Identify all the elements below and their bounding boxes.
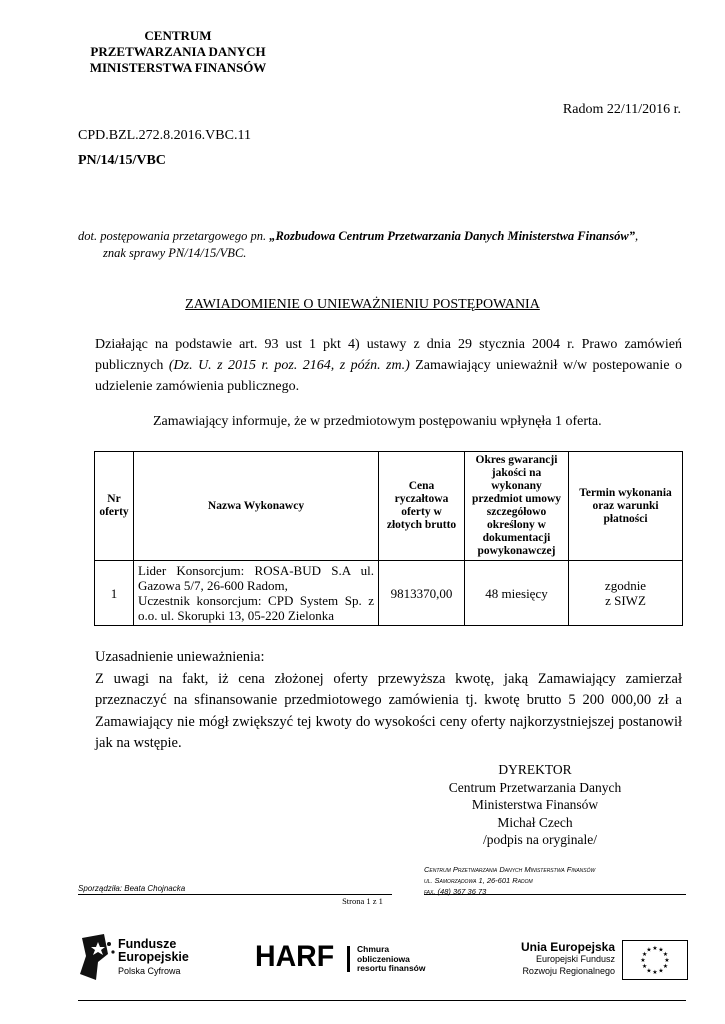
table-header-row xyxy=(95,452,683,561)
paragraph-citation: (Dz. U. z 2015 r. poz. 2164, z późn. zm.) xyxy=(168,358,410,373)
cell-name xyxy=(134,561,379,626)
signature-org-2: Ministerstwa Finansów xyxy=(471,797,599,812)
cell-name-line-2: Uczestnik konsorcjum: CPD System Sp. z o.o. ul. Skorupki 13, 05-220 Zielonka xyxy=(138,593,374,623)
eu-star-icon: ★ xyxy=(664,958,670,964)
ue-text xyxy=(500,941,615,977)
eu-star-icon: ★ xyxy=(641,952,648,958)
signature-note: /podpis na oryginale/ xyxy=(483,832,597,847)
header-line-3: MINISTERSTWA FINANSÓW xyxy=(89,60,267,75)
signature-block xyxy=(400,761,670,849)
regarding-prefix: dot. postępowania przetargowego pn. xyxy=(78,229,270,243)
signature-org-1: Centrum Przetwarzania Danych xyxy=(448,779,622,795)
harf-logo: HARF xyxy=(255,940,335,973)
address-line-3: fax. (48) 367 36 73 xyxy=(424,887,487,896)
fe-line-1: Fundusze xyxy=(118,937,177,951)
cell-name-line-1: Lider Konsorcjum: ROSA-BUD S.A ul. Gazowa 5/7, 26-600 Radom, xyxy=(138,563,374,593)
reason-text: Z uwagi na fakt, iż cena złożonej oferty przewyższa kwotę, jaką Zamawiający zamierzał przeznaczyć na sfinansowanie przedmiotowego zamówienia tj. kwotę brutto 5 200 000,00 zł a Zamawiający nie mógł zwiększyć tej kwoty do wysokości ceny oferty najkorzystniejszej postanowił jak na wstępie. xyxy=(95,670,682,751)
address-line-2: ul. Samorządowa 1, 26-601 Radom xyxy=(424,876,533,885)
regarding-block xyxy=(78,228,688,262)
eu-stars-icon xyxy=(623,941,687,979)
ue-line-1: Unia Europejska xyxy=(520,940,615,954)
eu-star-icon: ★ xyxy=(641,964,648,970)
eu-star-icon: ★ xyxy=(652,946,658,952)
regarding-line-1 xyxy=(78,228,688,245)
eu-star-icon: ★ xyxy=(658,968,664,975)
header-name: Nazwa Wykonawcy xyxy=(134,452,379,561)
cell-nr: 1 xyxy=(95,561,134,626)
harf-line-2: obliczeniowa xyxy=(357,953,410,964)
eu-star-icon: ★ xyxy=(662,952,669,958)
header-nr: Nr oferty xyxy=(95,452,134,561)
eu-star-icon: ★ xyxy=(640,958,646,964)
regarding-suffix: , xyxy=(634,229,639,243)
header-line-2: PRZETWARZANIA DANYCH xyxy=(90,44,266,59)
footer-divider-right xyxy=(424,894,686,895)
harf-line-3: resortu finansów xyxy=(357,963,426,973)
legal-basis-paragraph xyxy=(95,334,682,397)
document-date: Radom 22/11/2016 r. xyxy=(562,102,681,117)
eu-star-icon: ★ xyxy=(652,970,658,976)
address-line-1: Centrum Przetwarzania Danych Ministerstwa Finansów xyxy=(424,865,596,874)
fe-star-icon xyxy=(78,934,118,980)
tender-name: „Rozbudowa Centrum Przetwarzania Danych Ministerstwa Finansów” xyxy=(269,229,635,243)
table-row xyxy=(95,561,683,626)
prepared-by: Sporządziła: Beata Chojnacka xyxy=(78,884,186,893)
harf-divider xyxy=(347,946,350,972)
cell-price: 9813370,00 xyxy=(379,561,465,626)
cell-term-line-1: zgodnie xyxy=(604,578,647,593)
fe-text xyxy=(118,938,189,978)
header-line-1: CENTRUM xyxy=(144,28,212,43)
eu-star-icon: ★ xyxy=(658,947,664,954)
eu-star-icon: ★ xyxy=(662,964,669,970)
cell-term-line-2: z SIWZ xyxy=(605,593,646,608)
paragraph-part-2: Zamawiający unieważnił w/w postepowanie o udzielenie zamówienia publicznego. xyxy=(95,358,682,394)
fundusze-europejskie-logo xyxy=(78,934,118,980)
page-number: Strona 1 z 1 xyxy=(342,896,383,906)
reason-heading: Uzasadnienie unieważnienia: xyxy=(95,649,265,665)
reason-block xyxy=(95,647,682,755)
harf-line-1: Chmura xyxy=(357,944,390,954)
eu-star-icon: ★ xyxy=(646,968,652,975)
footer-address xyxy=(424,864,595,897)
fe-line-3: Polska Cyfrowa xyxy=(118,966,181,976)
footer-divider-left xyxy=(78,894,392,895)
eu-flag xyxy=(622,940,688,980)
document-title: ZAWIADOMIENIE O UNIEWAŻNIENIU POSTĘPOWANIA xyxy=(185,297,540,312)
header-term: Termin wykonania oraz warunki płatności xyxy=(569,452,683,561)
offers-table xyxy=(94,451,683,626)
cell-warranty: 48 miesięcy xyxy=(465,561,569,626)
header-price: Cena ryczałtowa oferty w złotych brutto xyxy=(379,452,465,561)
bottom-divider xyxy=(78,1000,686,1001)
cell-term xyxy=(569,561,683,626)
harf-text xyxy=(357,945,425,974)
reference-number: CPD.BZL.272.8.2016.VBC.11 xyxy=(78,128,251,143)
institution-header xyxy=(78,28,278,76)
fe-line-2: Europejskie xyxy=(118,950,189,964)
eu-star-icon: ★ xyxy=(646,947,652,954)
regarding-line-2: znak sprawy PN/14/15/VBC. xyxy=(103,246,247,260)
signature-name: Michał Czech xyxy=(497,814,573,830)
header-warranty: Okres gwarancji jakości na wykonany przedmiot umowy szczegółowo określony w dokumentacji powykonawczej xyxy=(465,452,569,561)
paragraph-part-1: Działając na podstawie art. 93 ust 1 pkt 4) ustawy z dnia 29 stycznia 2004 r. Prawo zamówień publicznych xyxy=(95,337,682,373)
offers-info: Zamawiający informuje, że w przedmiotowym postępowaniu wpłynęła 1 oferta. xyxy=(153,414,602,429)
ue-line-2: Europejski Fundusz xyxy=(535,954,615,964)
signature-role: DYREKTOR xyxy=(498,762,572,777)
ue-line-3: Rozwoju Regionalnego xyxy=(522,966,615,976)
case-number: PN/14/15/VBC xyxy=(78,153,166,168)
